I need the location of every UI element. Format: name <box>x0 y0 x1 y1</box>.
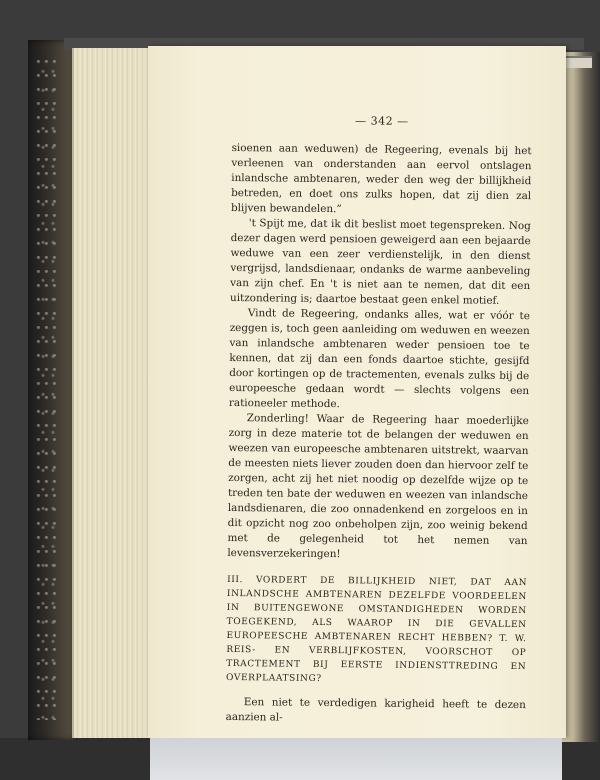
paragraph-3: Vindt de Regeering, ondanks alles, wat er vóór te zeggen is, toch geen aanleiding om weduwen en weezen van inlandsche ambtenaren weder pensioen toe te kennen, dat zij dan een fonds daartoe stichte, gesijfd door kortingen op de tractementen, evenals zulks bij de europeesche gedaan wordt — slechts volgens een rationeeler methode. <box>228 307 530 411</box>
marbled-edge <box>36 60 58 720</box>
scanner-bed <box>150 738 562 780</box>
paragraph-4: Zonderling! Waar de Regeering haar moederlijke zorg in deze materie tot de belangen der weduwen en weezen van europeesche ambtenaren uitstrekt, waarvan de meesten niets liever zouden doen dan hiervoor zelf te zorgen, acht zij het niet noodig op dezelfde wijze op te treden ten bate der weduwen en weezen van inlandsche landsdienaren, die zoo onnadenkend en zorgeloos en in dit opzicht nog zoo onbeholpen zijn, zoo weinig bekend met de gelegenheid tot het nemen van levensverzekeringen! <box>227 412 529 561</box>
page-stack-edges <box>72 48 152 738</box>
paragraph-1: sioenen aan weduwen) de Regeering, evenals bij het verleenen van onderstanden aan eervol ontslagen inlandsche ambtenaren, weder den weg der billijkheid betreden, en doet ons zulks hopen, dat zij dien zal blijven bewandelen.” <box>230 141 532 216</box>
paragraph-5: Een niet te verdedigen karigheid heeft te dezen aanzien al- <box>225 696 526 724</box>
section-heading: III. VORDERT DE BILLIJKHEID NIET, DAT AAN INLANDSCHE AMBTENAREN DEZELFDE VOORDEELEN IN BUITENGEWONE OMSTANDIGHEDEN WORDEN TOEGEKEND, ALS WAAROP IN DIE GEVALLEN EUROPEESCHE AMBTENAREN RECHT HEBBEN? T. W. REIS- EN VERBLIJFKOSTEN, VOORSCHOT OP TRACTEMENT BIJ EERSTE INDIENSTTREDING EN OVERPLAATSING? <box>226 574 528 684</box>
page-text <box>226 112 532 728</box>
paragraph-2: 't Spijt me, dat ik dit beslist moet tegenspreken. Nog dezer dagen werd pensioen geweigerd aan een bejaarde weduwe van een zeer verdienstelijk, in den dienst vergrijsd, landsdienaar, ondanks de warme aanbeveling van zijn chef. En 't is niet aan te nemen, dat dit een uitzondering is; daartoe bestaat geen enkel motief. <box>229 217 531 307</box>
page-number: — 342 — <box>355 114 409 128</box>
book-right-cover <box>562 52 600 742</box>
